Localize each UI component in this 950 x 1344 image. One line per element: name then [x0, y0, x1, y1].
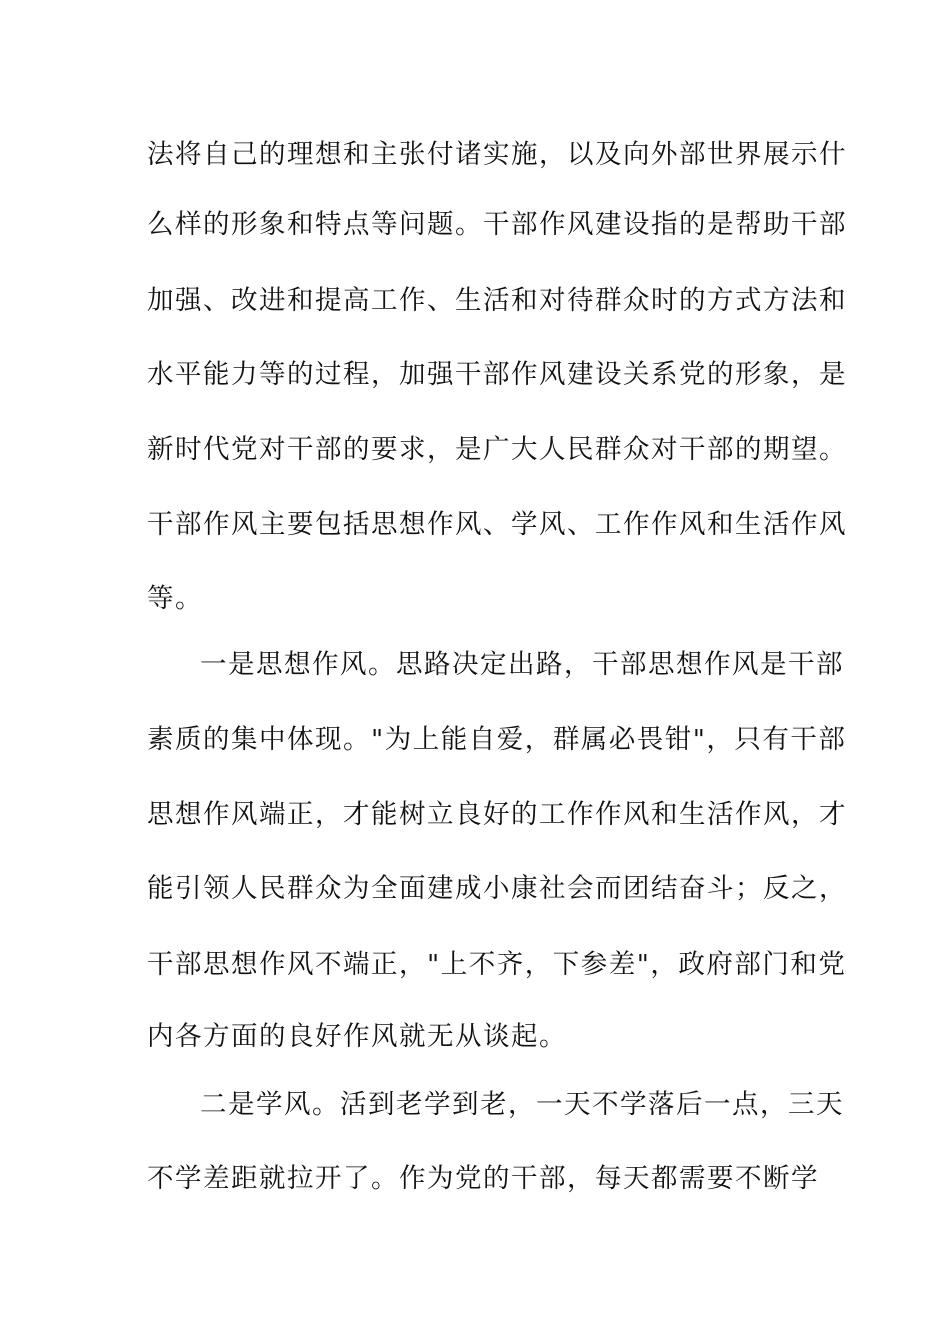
- text-line: 加强、改进和提高工作、生活和对待群众时的方式方法和: [147, 285, 847, 316]
- text-line: 思想作风端正，才能树立良好的工作作风和生活作风，才: [147, 799, 847, 830]
- text-line: 等。: [147, 583, 203, 614]
- text-line: 新时代党对干部的要求，是广大人民群众对干部的期望。: [147, 434, 847, 465]
- text-line: 么样的形象和特点等问题。干部作风建设指的是帮助干部: [147, 209, 847, 240]
- text-line: 干部思想作风不端正，"上不齐，下参差"，政府部门和党: [147, 949, 847, 980]
- text-line: 能引领人民群众为全面建成小康社会而团结奋斗；反之，: [147, 873, 847, 904]
- text-line: 不学差距就拉开了。作为党的干部，每天都需要不断学: [147, 1163, 819, 1194]
- text-line: 内各方面的良好作风就无从谈起。: [147, 1021, 567, 1052]
- text-line: 法将自己的理想和主张付诸实施，以及向外部世界展示什: [147, 139, 847, 170]
- text-line: 水平能力等的过程，加强干部作风建设关系党的形象，是: [147, 359, 847, 390]
- text-line: 素质的集中体现。"为上能自爱，群属必畏钳"，只有干部: [147, 724, 847, 755]
- paragraph-first-line: 一是思想作风。思路决定出路，干部思想作风是干部: [200, 649, 844, 680]
- paragraph-first-line: 二是学风。活到老学到老，一天不学落后一点，三天: [200, 1089, 844, 1120]
- text-line: 干部作风主要包括思想作风、学风、工作作风和生活作风: [147, 509, 847, 540]
